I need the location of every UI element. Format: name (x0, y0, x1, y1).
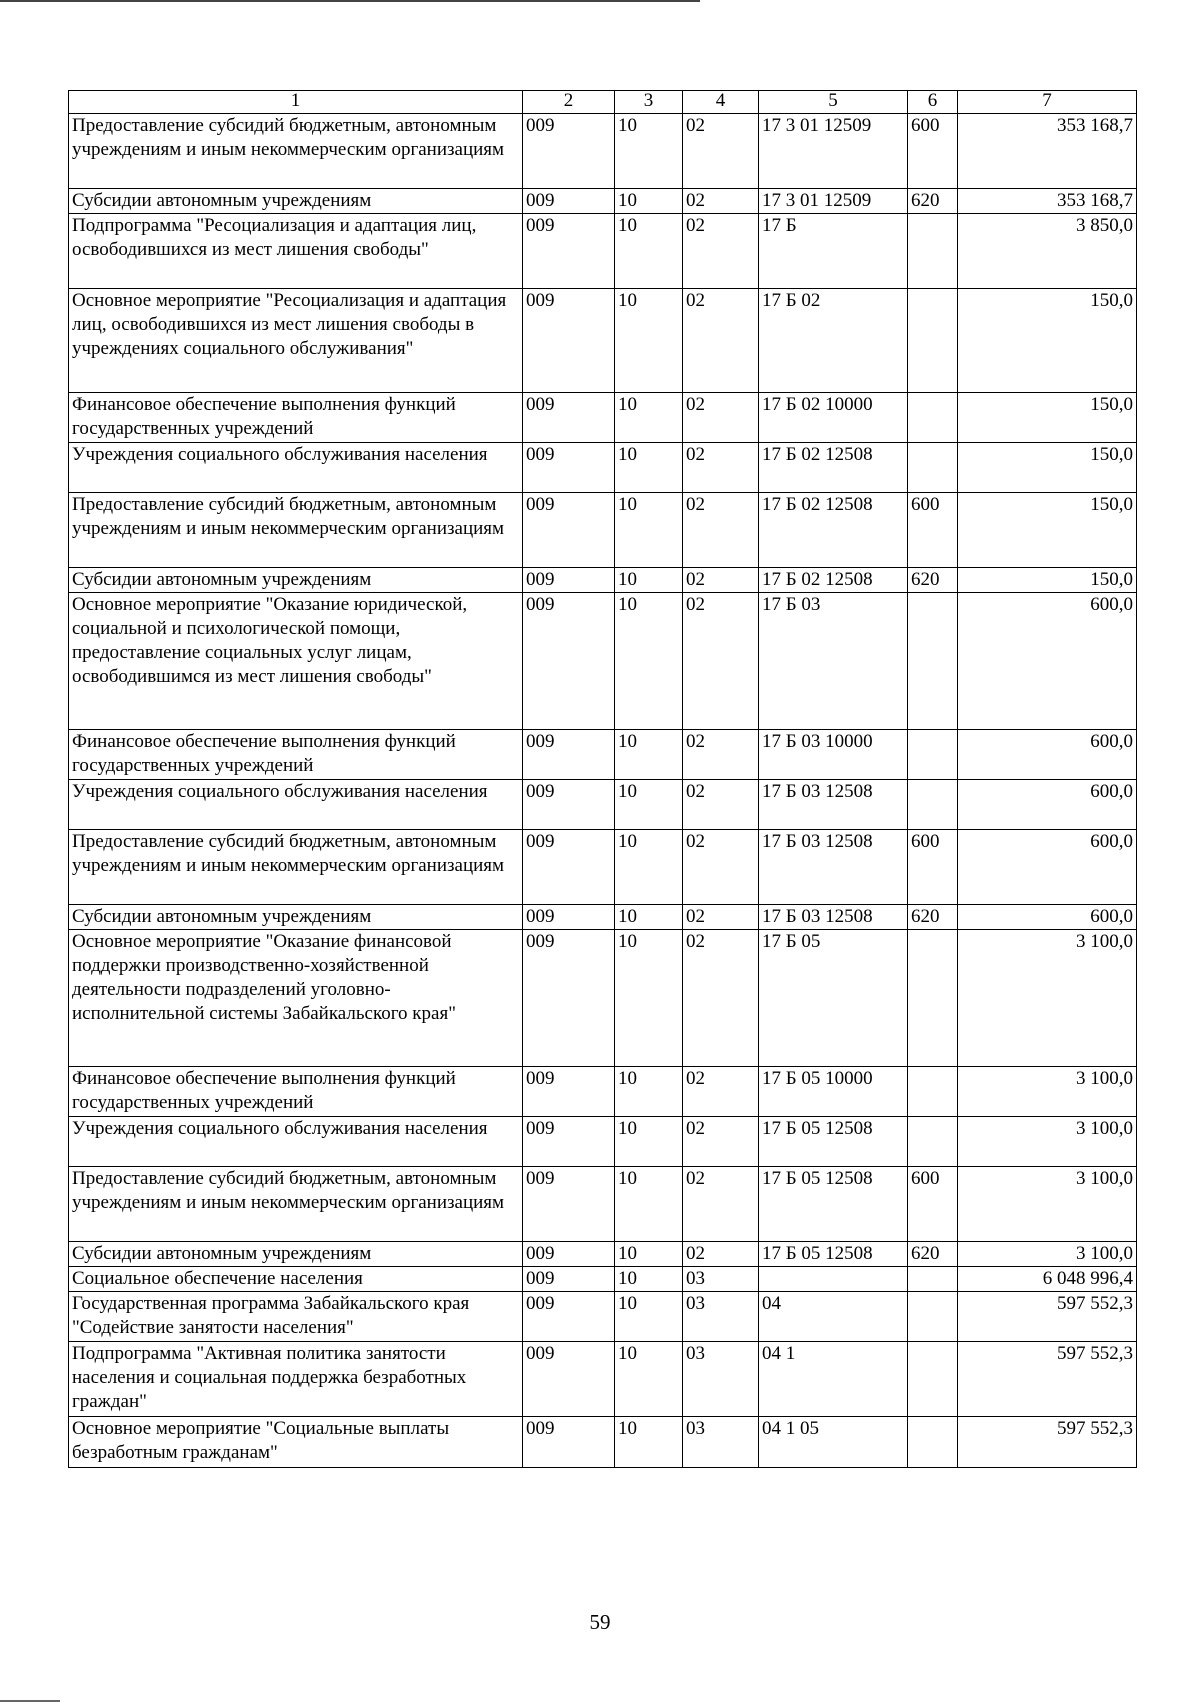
row-amount: 597 552,3 (958, 1342, 1137, 1417)
row-code-gr: 009 (523, 443, 615, 493)
row-code-pr: 02 (683, 443, 759, 493)
row-code-pr: 02 (683, 780, 759, 830)
row-amount: 3 100,0 (958, 1067, 1137, 1117)
row-code-rz: 10 (615, 1117, 683, 1167)
table-row (69, 443, 1137, 493)
row-description: Субсидии автономным учреждениям (69, 1242, 523, 1267)
row-code-csr: 17 Б 02 10000 (759, 393, 908, 443)
row-description: Учреждения социального обслуживания населения (69, 780, 523, 830)
column-header: 6 (908, 91, 958, 114)
row-code-rz: 10 (615, 1292, 683, 1342)
row-amount: 597 552,3 (958, 1417, 1137, 1468)
row-description: Финансовое обеспечение выполнения функций государственных учреждений (69, 730, 523, 780)
table-row (69, 1342, 1137, 1417)
row-description: Субсидии автономным учреждениям (69, 189, 523, 214)
row-description: Учреждения социального обслуживания населения (69, 1117, 523, 1167)
row-code-csr: 17 Б 05 12508 (759, 1167, 908, 1242)
row-code-csr: 17 Б 02 12508 (759, 493, 908, 568)
row-code-vr (908, 443, 958, 493)
row-code-vr (908, 593, 958, 730)
row-code-rz: 10 (615, 1267, 683, 1292)
row-code-rz: 10 (615, 1067, 683, 1117)
row-code-csr: 17 Б 03 12508 (759, 780, 908, 830)
row-amount: 3 850,0 (958, 214, 1137, 289)
row-code-gr: 009 (523, 1417, 615, 1468)
row-amount: 600,0 (958, 730, 1137, 780)
row-code-gr: 009 (523, 930, 615, 1067)
row-code-rz: 10 (615, 214, 683, 289)
row-description: Государственная программа Забайкальского края "Содействие занятости населения" (69, 1292, 523, 1342)
row-code-pr: 02 (683, 1242, 759, 1267)
row-amount: 150,0 (958, 393, 1137, 443)
row-code-rz: 10 (615, 905, 683, 930)
row-code-vr: 600 (908, 493, 958, 568)
row-code-pr: 03 (683, 1417, 759, 1468)
row-code-vr (908, 1067, 958, 1117)
row-code-csr: 17 Б 02 (759, 289, 908, 393)
row-code-gr: 009 (523, 1342, 615, 1417)
row-amount: 600,0 (958, 593, 1137, 730)
row-description: Предоставление субсидий бюджетным, автономным учреждениям и иным некоммерческим организациям (69, 830, 523, 905)
row-code-csr: 17 Б 03 12508 (759, 905, 908, 930)
scan-edge-line (0, 0, 700, 2)
row-code-vr: 620 (908, 905, 958, 930)
table-row (69, 568, 1137, 593)
row-amount: 150,0 (958, 443, 1137, 493)
row-amount: 3 100,0 (958, 930, 1137, 1067)
row-code-csr: 17 Б 02 12508 (759, 568, 908, 593)
row-description: Субсидии автономным учреждениям (69, 568, 523, 593)
page-number: 59 (589, 1610, 611, 1634)
row-code-rz: 10 (615, 114, 683, 189)
table-row (69, 1242, 1137, 1267)
row-description: Подпрограмма "Активная политика занятости населения и социальная поддержка безработных граждан" (69, 1342, 523, 1417)
row-code-gr: 009 (523, 830, 615, 905)
column-number-row (69, 91, 1137, 114)
table-row (69, 393, 1137, 443)
table-row (69, 830, 1137, 905)
row-code-csr: 17 3 01 12509 (759, 189, 908, 214)
row-code-vr: 620 (908, 1242, 958, 1267)
table-row (69, 1117, 1137, 1167)
row-code-rz: 10 (615, 289, 683, 393)
row-amount: 600,0 (958, 780, 1137, 830)
row-description: Учреждения социального обслуживания населения (69, 443, 523, 493)
row-code-gr: 009 (523, 1117, 615, 1167)
row-code-rz: 10 (615, 393, 683, 443)
row-description: Подпрограмма "Ресоциализация и адаптация лиц, освободившихся из мест лишения свободы" (69, 214, 523, 289)
row-code-pr: 02 (683, 930, 759, 1067)
row-amount: 150,0 (958, 289, 1137, 393)
table-row (69, 593, 1137, 730)
row-code-rz: 10 (615, 189, 683, 214)
row-code-vr (908, 1267, 958, 1292)
row-code-pr: 02 (683, 493, 759, 568)
row-code-gr: 009 (523, 1242, 615, 1267)
row-code-csr: 17 Б (759, 214, 908, 289)
row-amount: 3 100,0 (958, 1167, 1137, 1242)
column-header: 4 (683, 91, 759, 114)
row-code-rz: 10 (615, 1167, 683, 1242)
table-row (69, 930, 1137, 1067)
row-description: Основное мероприятие "Ресоциализация и адаптация лиц, освободившихся из мест лишения свободы в учреждениях социального обслуживания" (69, 289, 523, 393)
row-code-vr (908, 393, 958, 443)
column-header: 3 (615, 91, 683, 114)
row-code-csr: 17 Б 05 10000 (759, 1067, 908, 1117)
row-description: Субсидии автономным учреждениям (69, 905, 523, 930)
row-amount: 353 168,7 (958, 114, 1137, 189)
row-code-pr: 02 (683, 114, 759, 189)
table-row (69, 730, 1137, 780)
row-code-gr: 009 (523, 1067, 615, 1117)
row-code-vr (908, 1342, 958, 1417)
row-code-csr: 17 Б 03 (759, 593, 908, 730)
column-header: 1 (69, 91, 523, 114)
row-code-csr: 17 Б 05 12508 (759, 1117, 908, 1167)
column-header: 5 (759, 91, 908, 114)
table-row (69, 780, 1137, 830)
row-code-pr: 02 (683, 1117, 759, 1167)
row-code-vr (908, 1292, 958, 1342)
row-code-pr: 02 (683, 830, 759, 905)
row-amount: 3 100,0 (958, 1117, 1137, 1167)
row-code-pr: 02 (683, 568, 759, 593)
row-code-csr: 17 Б 03 12508 (759, 830, 908, 905)
row-code-vr (908, 730, 958, 780)
row-code-vr (908, 930, 958, 1067)
row-code-csr: 17 Б 05 (759, 930, 908, 1067)
row-amount: 600,0 (958, 830, 1137, 905)
row-code-csr: 04 1 (759, 1342, 908, 1417)
row-description: Предоставление субсидий бюджетным, автономным учреждениям и иным некоммерческим организациям (69, 1167, 523, 1242)
row-amount: 600,0 (958, 905, 1137, 930)
row-code-csr: 04 (759, 1292, 908, 1342)
table-header (69, 91, 1137, 114)
row-code-gr: 009 (523, 905, 615, 930)
row-code-gr: 009 (523, 593, 615, 730)
row-description: Предоставление субсидий бюджетным, автономным учреждениям и иным некоммерческим организациям (69, 493, 523, 568)
row-code-gr: 009 (523, 214, 615, 289)
row-code-pr: 03 (683, 1267, 759, 1292)
row-code-csr (759, 1267, 908, 1292)
row-code-vr: 600 (908, 1167, 958, 1242)
row-code-vr (908, 780, 958, 830)
row-description: Основное мероприятие "Социальные выплаты безработным гражданам" (69, 1417, 523, 1468)
row-code-csr: 17 Б 03 10000 (759, 730, 908, 780)
budget-table (68, 90, 1137, 1468)
scan-edge-line-bottom (0, 1700, 60, 1702)
row-amount: 150,0 (958, 568, 1137, 593)
row-description: Финансовое обеспечение выполнения функций государственных учреждений (69, 1067, 523, 1117)
row-code-pr: 02 (683, 1167, 759, 1242)
row-amount: 597 552,3 (958, 1292, 1137, 1342)
row-amount: 3 100,0 (958, 1242, 1137, 1267)
column-header: 2 (523, 91, 615, 114)
row-description: Социальное обеспечение населения (69, 1267, 523, 1292)
row-code-pr: 02 (683, 905, 759, 930)
row-code-pr: 03 (683, 1292, 759, 1342)
row-amount: 353 168,7 (958, 189, 1137, 214)
table-body (69, 114, 1137, 1468)
row-code-gr: 009 (523, 493, 615, 568)
row-code-vr: 600 (908, 830, 958, 905)
row-code-pr: 03 (683, 1342, 759, 1417)
row-code-pr: 02 (683, 393, 759, 443)
row-code-pr: 02 (683, 593, 759, 730)
table-row (69, 1067, 1137, 1117)
row-code-pr: 02 (683, 214, 759, 289)
row-code-rz: 10 (615, 830, 683, 905)
table-row (69, 1417, 1137, 1468)
row-code-pr: 02 (683, 730, 759, 780)
row-code-rz: 10 (615, 1417, 683, 1468)
row-code-csr: 17 Б 02 12508 (759, 443, 908, 493)
row-code-rz: 10 (615, 1242, 683, 1267)
table-row (69, 289, 1137, 393)
table-row (69, 114, 1137, 189)
row-code-gr: 009 (523, 730, 615, 780)
table-row (69, 214, 1137, 289)
row-code-csr: 04 1 05 (759, 1417, 908, 1468)
row-code-gr: 009 (523, 189, 615, 214)
row-code-vr (908, 289, 958, 393)
row-code-rz: 10 (615, 593, 683, 730)
column-header: 7 (958, 91, 1137, 114)
table-row (69, 905, 1137, 930)
row-code-gr: 009 (523, 1267, 615, 1292)
row-amount: 150,0 (958, 493, 1137, 568)
row-code-vr (908, 1117, 958, 1167)
row-description: Предоставление субсидий бюджетным, автономным учреждениям и иным некоммерческим организациям (69, 114, 523, 189)
row-code-gr: 009 (523, 393, 615, 443)
row-description: Финансовое обеспечение выполнения функций государственных учреждений (69, 393, 523, 443)
table-row (69, 1292, 1137, 1342)
table-row (69, 1167, 1137, 1242)
row-code-csr: 17 Б 05 12508 (759, 1242, 908, 1267)
row-code-vr: 620 (908, 568, 958, 593)
row-code-gr: 009 (523, 289, 615, 393)
row-code-vr (908, 1417, 958, 1468)
row-code-rz: 10 (615, 1342, 683, 1417)
row-code-rz: 10 (615, 730, 683, 780)
table-row (69, 493, 1137, 568)
row-code-vr: 600 (908, 114, 958, 189)
row-code-rz: 10 (615, 930, 683, 1067)
row-code-rz: 10 (615, 493, 683, 568)
row-code-rz: 10 (615, 568, 683, 593)
row-description: Основное мероприятие "Оказание юридической, социальной и психологической помощи, предоставление социальных услуг лицам, освободившимся из мест лишения свободы" (69, 593, 523, 730)
table-row (69, 189, 1137, 214)
row-code-gr: 009 (523, 1292, 615, 1342)
row-code-pr: 02 (683, 189, 759, 214)
row-code-vr (908, 214, 958, 289)
table-row (69, 1267, 1137, 1292)
row-code-csr: 17 3 01 12509 (759, 114, 908, 189)
row-code-gr: 009 (523, 568, 615, 593)
row-amount: 6 048 996,4 (958, 1267, 1137, 1292)
row-code-gr: 009 (523, 1167, 615, 1242)
row-code-gr: 009 (523, 780, 615, 830)
row-code-gr: 009 (523, 114, 615, 189)
row-code-vr: 620 (908, 189, 958, 214)
row-description: Основное мероприятие "Оказание финансовой поддержки производственно-хозяйственной деятельности подразделений уголовно-исполнительной системы Забайкальского края" (69, 930, 523, 1067)
row-code-rz: 10 (615, 443, 683, 493)
row-code-rz: 10 (615, 780, 683, 830)
row-code-pr: 02 (683, 1067, 759, 1117)
row-code-pr: 02 (683, 289, 759, 393)
